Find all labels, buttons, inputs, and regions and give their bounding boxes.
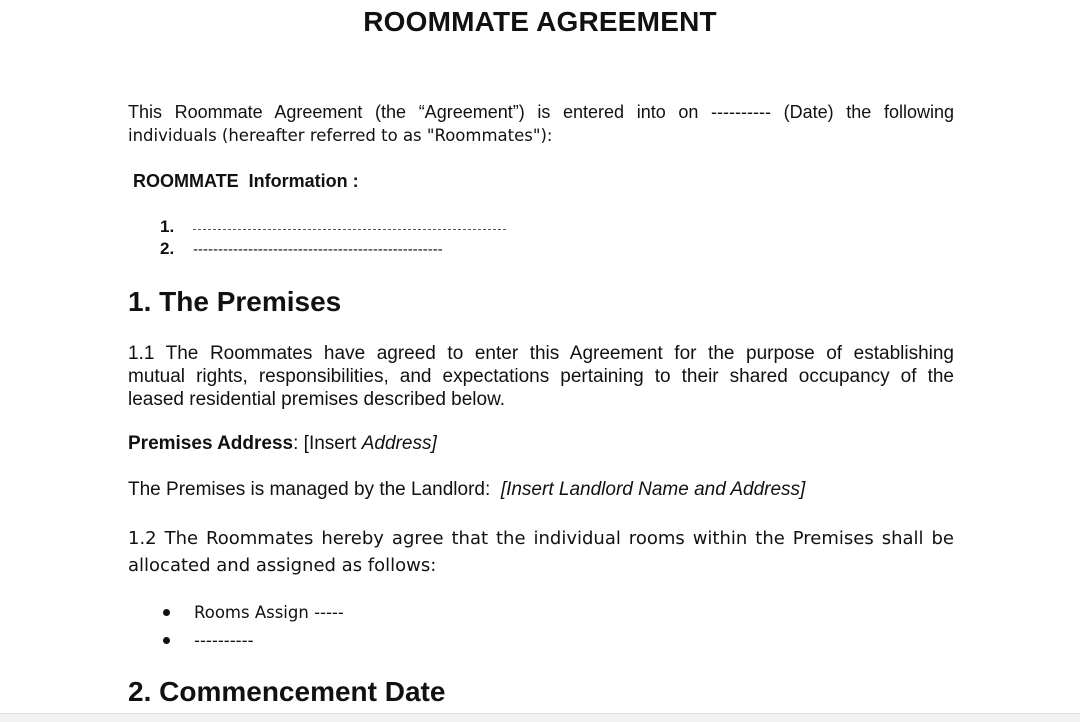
roommate-list-item: [160, 238, 506, 260]
bullet-icon: [163, 637, 170, 644]
premises-address-line: [128, 433, 437, 455]
landlord-text: The Premises is managed by the Landlord:: [128, 479, 501, 500]
bullet-icon: [163, 609, 170, 616]
roommate-list-item: [160, 216, 506, 238]
roommate-info-heading: [133, 171, 359, 192]
intro-line-2: individuals (hereafter referred to as "Roommates"):: [128, 126, 553, 145]
clause-1-1-line-1: 1.1 The Roommates have agreed to enter this Agreement for the purpose of establishing: [128, 343, 954, 364]
intro-paragraph: [128, 100, 954, 148]
list-item-text: ----------: [194, 630, 254, 650]
premises-address-prefix: : [Insert: [293, 433, 362, 454]
intro-line-1: This Roommate Agreement (the “Agreement”) is entered into on ---------- (Date) the following: [128, 102, 954, 122]
list-number: 1.: [160, 217, 175, 236]
section-heading-premises: 1. The Premises: [128, 286, 342, 317]
landlord-line: [128, 479, 805, 501]
section-heading-commencement: 2. Commencement Date: [128, 676, 446, 707]
landlord-value[interactable]: [Insert Landlord Name and Address]: [500, 479, 806, 500]
clause-1-1-line-2: mutual rights, responsibilities, and expectations pertaining to their shared occupancy of the: [128, 366, 954, 387]
roommate-info-heading-text: ROOMMATE Information :: [133, 171, 359, 191]
list-item: [160, 626, 344, 654]
clause-1-1: [128, 342, 954, 411]
clause-1-2-line-2: allocated and assigned as follows:: [128, 555, 437, 576]
clause-1-1-line-3: leased residential premises described below.: [128, 389, 506, 410]
clause-1-2: [128, 525, 954, 579]
room-assignment-list: [160, 598, 344, 654]
list-item: [160, 598, 344, 626]
premises-address-label: Premises Address: [128, 433, 294, 454]
document-title: ROOMMATE AGREEMENT: [363, 6, 717, 37]
clause-1-2-line-1: 1.2 The Roommates hereby agree that the individual rooms within the Premises shall be: [128, 528, 954, 549]
blank-line[interactable]: [193, 229, 506, 230]
roommate-list: [160, 216, 506, 260]
list-number: 2.: [160, 239, 175, 258]
list-item-text: Rooms Assign -----: [194, 602, 344, 622]
page-bottom-edge: [0, 713, 1080, 722]
premises-address-value[interactable]: Address]: [361, 433, 437, 454]
blank-line[interactable]: --------------------------------------------------: [193, 240, 443, 258]
